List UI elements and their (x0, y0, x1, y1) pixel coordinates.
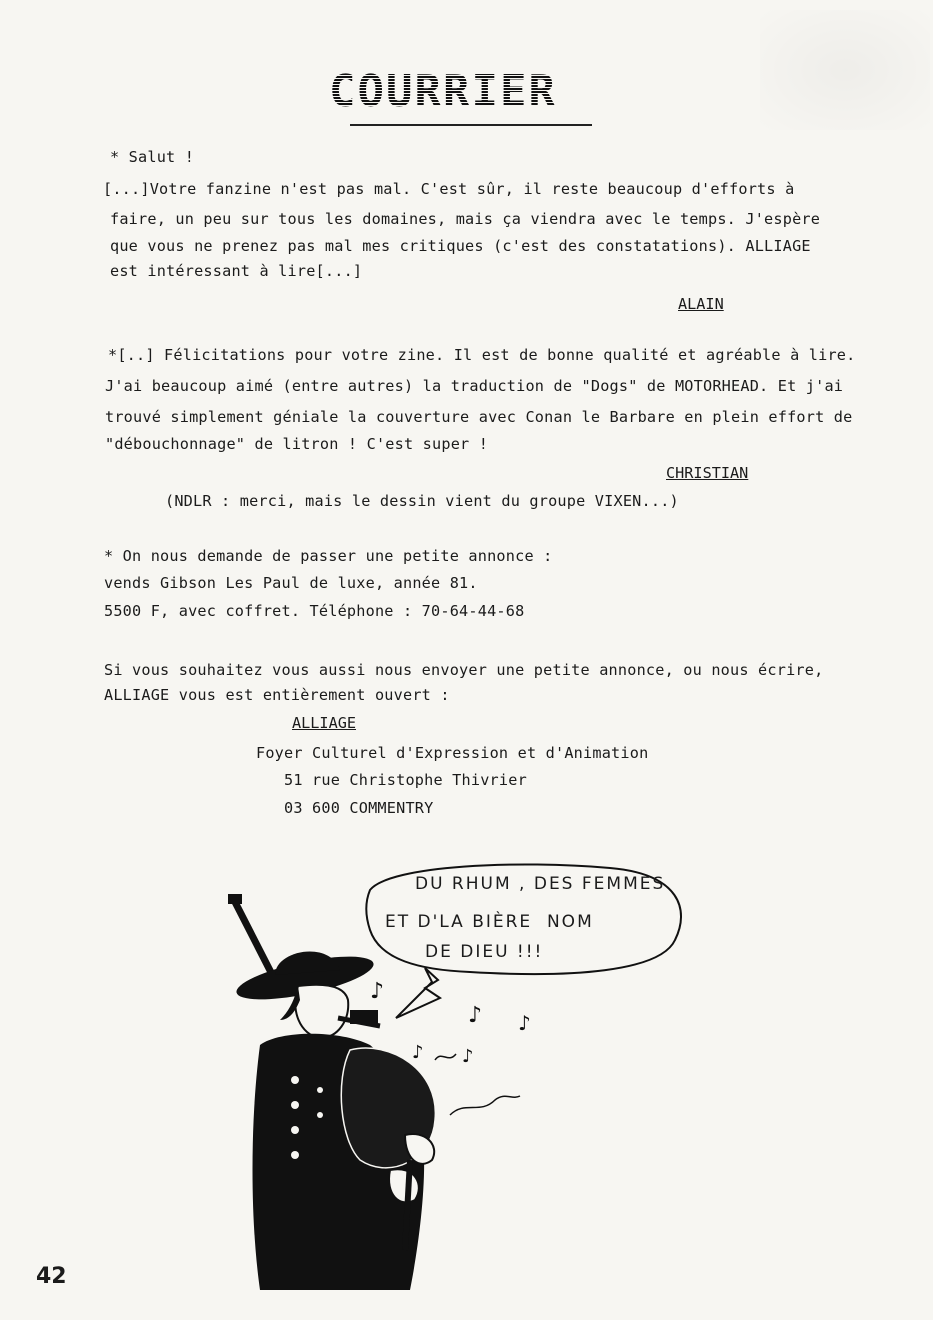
letter-2-line-4: "débouchonnage" de litron ! C'est super ! (105, 435, 489, 453)
page-title-block (320, 66, 566, 117)
speech-line-2: ET D'LA BIÈRE NOM (385, 912, 594, 932)
page-title: COURRIER (320, 70, 566, 114)
contact-address-line-3: 03 600 COMMENTRY (284, 799, 434, 817)
contact-intro-line-1: Si vous souhaitez vous aussi nous envoyer une petite annonce, ou nous écrire, (104, 661, 824, 679)
editor-note: (NDLR : merci, mais le dessin vient du groupe VIXEN...) (165, 492, 679, 510)
contact-name: ALLIAGE (292, 714, 357, 732)
letter-1-line-4: que vous ne prenez pas mal mes critiques (c'est des constatations). ALLIAGE (110, 237, 811, 255)
contact-address-line-1: Foyer Culturel d'Expression et d'Animation (256, 744, 649, 762)
letter-2-signature: CHRISTIAN (666, 464, 749, 482)
ad-line-2: vends Gibson Les Paul de luxe, année 81. (104, 574, 478, 592)
title-underline (350, 124, 592, 126)
letter-2-line-1: *[..] Félicitations pour votre zine. Il est de bonne qualité et agréable à lire. (108, 346, 856, 364)
svg-text:♪: ♪ (462, 1046, 474, 1067)
letter-1-line-2: [...]Votre fanzine n'est pas mal. C'est sûr, il reste beaucoup d'efforts à (103, 180, 795, 198)
bleed-through-shadow (760, 10, 930, 130)
ad-line-3: 5500 F, avec coffret. Téléphone : 70-64-44-68 (104, 602, 525, 620)
bagpipe-player-illustration (220, 860, 700, 1300)
letter-1-line-3: faire, un peu sur tous les domaines, mais ça viendra avec le temps. J'espère (110, 210, 821, 228)
letter-1-signature: ALAIN (678, 295, 724, 313)
speech-line-1: DU RHUM , DES FEMMES (415, 874, 666, 894)
svg-text:♪: ♪ (370, 979, 385, 1004)
contact-address-line-2: 51 rue Christophe Thivrier (284, 771, 527, 789)
svg-text:♪: ♪ (412, 1042, 424, 1063)
speech-line-3: DE DIEU !!! (425, 942, 544, 962)
svg-text:♪: ♪ (468, 1003, 483, 1028)
ad-line-1: * On nous demande de passer une petite annonce : (104, 547, 553, 565)
page-number: 42 (36, 1264, 67, 1289)
letter-2-line-2: J'ai beaucoup aimé (entre autres) la traduction de "Dogs" de MOTORHEAD. Et j'ai (105, 377, 844, 395)
svg-text:♪: ♪ (518, 1011, 531, 1035)
contact-intro-line-2: ALLIAGE vous est entièrement ouvert : (104, 686, 450, 704)
letter-1-line-1: * Salut ! (110, 148, 195, 166)
letter-2-line-3: trouvé simplement géniale la couverture avec Conan le Barbare en plein effort de (105, 408, 853, 426)
letter-1-line-5: est intéressant à lire[...] (110, 262, 363, 280)
